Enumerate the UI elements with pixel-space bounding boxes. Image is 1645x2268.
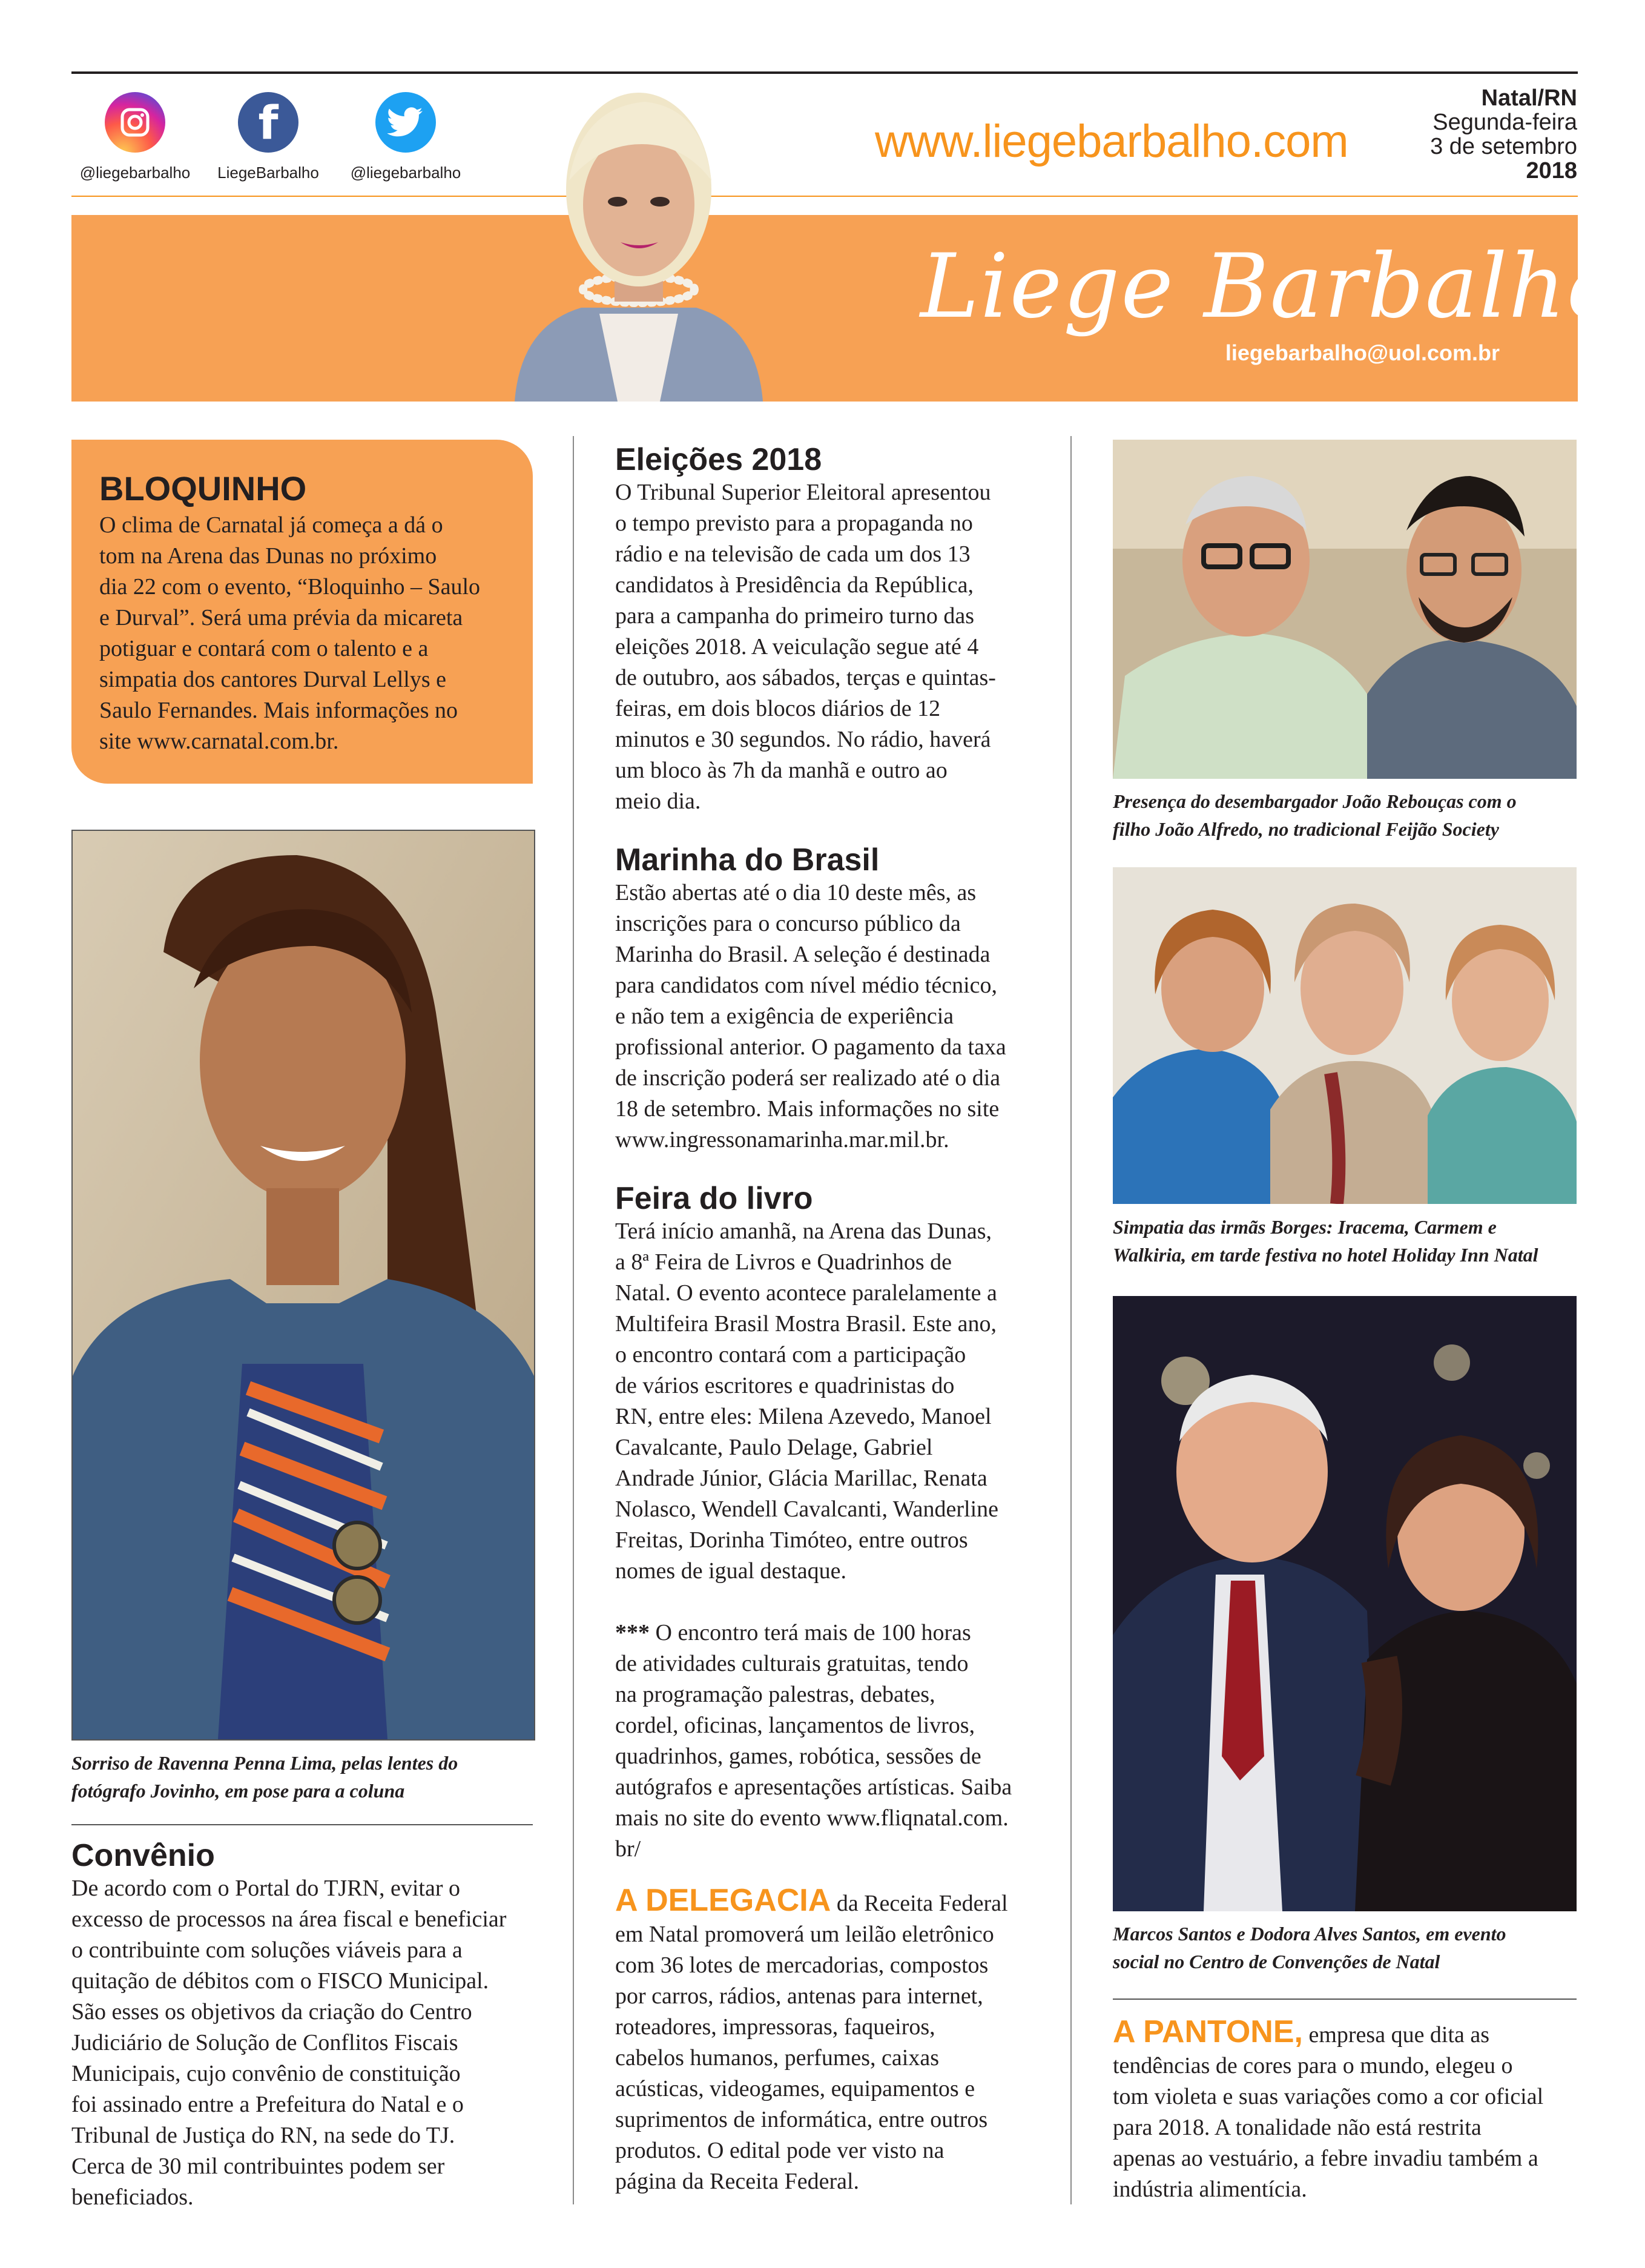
convenio-body	[71, 1873, 556, 2213]
instagram-icon	[105, 92, 165, 153]
text-line: beneficiados.	[71, 2184, 194, 2210]
column-email[interactable]: liegebarbalho@uol.com.br	[1225, 340, 1500, 365]
text-line: na programação palestras, debates,	[615, 1682, 935, 1707]
header-thin-rule	[71, 196, 1578, 197]
text-line: tom violeta e suas variações como a cor oficial	[1113, 2084, 1544, 2109]
text-line: site www.carnatal.com.br.	[99, 729, 339, 754]
photo-ravenna-caption	[71, 1749, 544, 1805]
weekday: Segunda-feira	[1432, 110, 1577, 135]
text-line: O clima de Carnatal já começa a dá o	[99, 512, 443, 538]
caption-line: Presença do desembargador João Rebouças com o	[1113, 790, 1517, 812]
columnist-portrait	[478, 78, 799, 402]
text-line: Marinha do Brasil. A seleção é destinada	[615, 942, 991, 967]
column-title: Liege Barbalho	[920, 235, 1621, 338]
col3-divider	[1113, 1999, 1577, 2000]
text-line: Freitas, Dorinha Timóteo, entre outros	[615, 1527, 968, 1553]
facebook-icon: f	[238, 92, 298, 153]
delegacia-body	[615, 1885, 1063, 2197]
caption-line: fotógrafo Jovinho, em pose para a coluna	[71, 1780, 405, 1802]
text-line	[615, 1885, 1063, 1919]
photo-irmas-borges	[1113, 867, 1577, 1204]
text-line: candidatos à Presidência da República,	[615, 572, 974, 598]
pantone-section	[1113, 2014, 1597, 2205]
text-line	[615, 1618, 1063, 1648]
text-line	[1113, 2014, 1597, 2051]
date: 3 de setembro	[1430, 134, 1577, 159]
photo-ravenna	[71, 830, 535, 1741]
top-rule	[71, 71, 1578, 74]
social-instagram[interactable]	[74, 92, 196, 182]
text-line: autógrafos e apresentações artísticas. Saiba	[615, 1774, 1012, 1800]
text-line: a 8ª Feira de Livros e Quadrinhos de	[615, 1249, 952, 1275]
caption-line: Marcos Santos e Dodora Alves Santos, em evento	[1113, 1923, 1506, 1945]
text-line: de outubro, aos sábados, terças e quintas-	[615, 665, 996, 690]
text-line: De acordo com o Portal do TJRN, evitar o	[71, 1876, 460, 1901]
year: 2018	[1526, 158, 1577, 183]
convenio-title: Convênio	[71, 1838, 215, 1873]
text-line: para a campanha do primeiro turno das	[615, 603, 974, 629]
caption-marcos-dodora	[1113, 1920, 1585, 1975]
marinha-title: Marinha do Brasil	[615, 842, 880, 878]
facebook-handle: LiegeBarbalho	[217, 164, 319, 182]
social-twitter[interactable]	[345, 92, 466, 182]
text-line: excesso de processos na área fiscal e beneficiar	[71, 1906, 507, 1932]
text-line: O Tribunal Superior Eleitoral apresentou	[615, 480, 991, 505]
text-line: o contribuinte com soluções viáveis para a	[71, 1937, 463, 1963]
asterisk-marker: ***	[615, 1620, 650, 1645]
bloquinho-body	[99, 510, 509, 757]
marinha-body	[615, 878, 1063, 1155]
text-line: e Durval”. Será uma prévia da micareta	[99, 605, 463, 630]
text-line: página da Receita Federal.	[615, 2169, 860, 2194]
eleicoes-body	[615, 477, 1063, 817]
text-line: para candidatos com nível médio técnico,	[615, 973, 997, 998]
twitter-icon	[375, 92, 436, 153]
caption-line: Walkiria, em tarde festiva no hotel Holiday Inn Natal	[1113, 1244, 1538, 1266]
text-line: Nolasco, Wendell Cavalcanti, Wanderline	[615, 1496, 998, 1522]
text-line: Estão abertas até o dia 10 deste mês, as	[615, 880, 977, 905]
text-line: por carros, rádios, antenas para internet,	[615, 1983, 983, 2009]
feira-title: Feira do livro	[615, 1181, 813, 1216]
text-line: potiguar e contará com o talento e a	[99, 636, 429, 661]
text-line: indústria alimentícia.	[1113, 2177, 1307, 2202]
text-line: 18 de setembro. Mais informações no site	[615, 1096, 1000, 1122]
text-line: Multifeira Brasil Mostra Brasil. Este ano,	[615, 1311, 997, 1337]
text-line: feiras, em dois blocos diários de 12	[615, 696, 941, 721]
photo-marcos-dodora	[1113, 1296, 1577, 1911]
text-line: eleições 2018. A veiculação segue até 4	[615, 634, 979, 660]
text-line: quitação de débitos com o FISCO Municipal.	[71, 1968, 489, 1994]
text-line: RN, entre eles: Milena Azevedo, Manoel	[615, 1404, 992, 1429]
photo-joao-reboucas	[1113, 440, 1577, 779]
text-line: mais no site do evento www.fliqnatal.com.	[615, 1805, 1009, 1831]
text-line: cordel, oficinas, lançamentos de livros,	[615, 1713, 975, 1738]
text-span: da Receita Federal	[831, 1891, 1008, 1916]
city: Natal/RN	[1481, 85, 1577, 111]
column-divider-1	[573, 436, 574, 2204]
text-line: e não tem a exigência de experiência	[615, 1003, 954, 1029]
feira-extra	[615, 1618, 1063, 1865]
text-line: suprimentos de informática, entre outros	[615, 2107, 988, 2132]
text-line: Judiciário de Solução de Conflitos Fiscais	[71, 2030, 458, 2055]
text-line: tendências de cores para o mundo, elegeu o	[1113, 2053, 1513, 2078]
text-line: rádio e na televisão de cada um dos 13	[615, 541, 971, 567]
text-line: acústicas, videogames, equipamentos e	[615, 2076, 975, 2101]
text-line: simpatia dos cantores Durval Lellys e	[99, 667, 447, 692]
text-span: O encontro terá mais de 100 horas	[650, 1620, 971, 1645]
text-line: para 2018. A tonalidade não está restrita	[1113, 2115, 1482, 2140]
text-line: de inscrição poderá ser realizado até o dia	[615, 1065, 1001, 1091]
text-line: Natal. O evento acontece paralelamente a	[615, 1280, 997, 1306]
caption-line: Sorriso de Ravenna Penna Lima, pelas lentes do	[71, 1752, 458, 1774]
caption-line: Simpatia das irmãs Borges: Iracema, Carmem e	[1113, 1216, 1497, 1238]
text-line: br/	[615, 1836, 641, 1862]
text-line: Tribunal de Justiça do RN, na sede do TJ.	[71, 2123, 455, 2148]
text-line: em Natal promoverá um leilão eletrônico	[615, 1922, 994, 1947]
text-line: www.ingressonamarinha.mar.mil.br.	[615, 1127, 949, 1152]
text-line: apenas ao vestuário, a febre invadiu também a	[1113, 2146, 1538, 2171]
text-line: um bloco às 7h da manhã e outro ao	[615, 758, 948, 783]
feira-body	[615, 1216, 1063, 1587]
text-line: Municipais, cujo convênio de constituição	[71, 2061, 461, 2086]
text-line: minutos e 30 segundos. No rádio, haverá	[615, 727, 991, 752]
text-line: tom na Arena das Dunas no próximo	[99, 543, 437, 569]
text-line: Cerca de 30 mil contribuintes podem ser	[71, 2154, 445, 2179]
bloquinho-title: BLOQUINHO	[99, 469, 307, 507]
caption-joao-reboucas	[1113, 787, 1585, 843]
text-line: de vários escritores e quadrinistas do	[615, 1373, 955, 1398]
bloquinho-box	[71, 440, 533, 784]
convenio-section	[71, 1838, 556, 2213]
text-line: meio dia.	[615, 789, 701, 814]
text-line: com 36 lotes de mercadorias, compostos	[615, 1952, 989, 1978]
pantone-kicker: A PANTONE,	[1113, 2014, 1303, 2049]
text-line: de atividades culturais gratuitas, tendo	[615, 1651, 969, 1676]
text-line: roteadores, impressoras, faqueiros,	[615, 2014, 935, 2040]
text-line: Andrade Júnior, Glácia Marillac, Renata	[615, 1466, 987, 1491]
text-line: o tempo previsto para a propaganda no	[615, 511, 973, 536]
caption-irmas-borges	[1113, 1213, 1585, 1269]
column-divider-2	[1070, 436, 1072, 2204]
text-line: nomes de igual destaque.	[615, 1558, 847, 1584]
dateline	[1430, 86, 1577, 183]
text-line: foi assinado entre a Prefeitura do Natal e o	[71, 2092, 464, 2117]
text-line: São esses os objetivos da criação do Centro	[71, 1999, 472, 2025]
caption-line: filho João Alfredo, no tradicional Feijão Society	[1113, 818, 1499, 840]
text-span: empresa que dita as	[1302, 2022, 1490, 2048]
text-line: dia 22 com o evento, “Bloquinho – Saulo	[99, 574, 481, 600]
text-line: Terá início amanhã, na Arena das Dunas,	[615, 1218, 992, 1244]
column-2	[615, 442, 1063, 2197]
text-line: Saulo Fernandes. Mais informações no	[99, 698, 458, 723]
text-line: Cavalcante, Paulo Delage, Gabriel	[615, 1435, 933, 1460]
delegacia-kicker: A DELEGACIA	[615, 1883, 831, 1918]
text-line: produtos. O edital pode ver visto na	[615, 2138, 944, 2163]
twitter-handle: @liegebarbalho	[350, 164, 461, 182]
text-line: cabelos humanos, perfumes, caixas	[615, 2045, 939, 2071]
col1-divider	[71, 1824, 533, 1825]
eleicoes-title: Eleições 2018	[615, 442, 822, 477]
text-line: quadrinhos, games, robótica, sessões de	[615, 1744, 981, 1769]
text-line: inscrições para o concurso público da	[615, 911, 961, 936]
instagram-handle: @liegebarbalho	[79, 164, 191, 182]
caption-line: social no Centro de Convenções de Natal	[1113, 1951, 1440, 1972]
text-line: profissional anterior. O pagamento da taxa	[615, 1034, 1006, 1060]
social-facebook[interactable]	[208, 92, 329, 182]
text-line: o encontro contará com a participação	[615, 1342, 966, 1367]
site-url[interactable]: www.liegebarbalho.com	[875, 116, 1348, 167]
